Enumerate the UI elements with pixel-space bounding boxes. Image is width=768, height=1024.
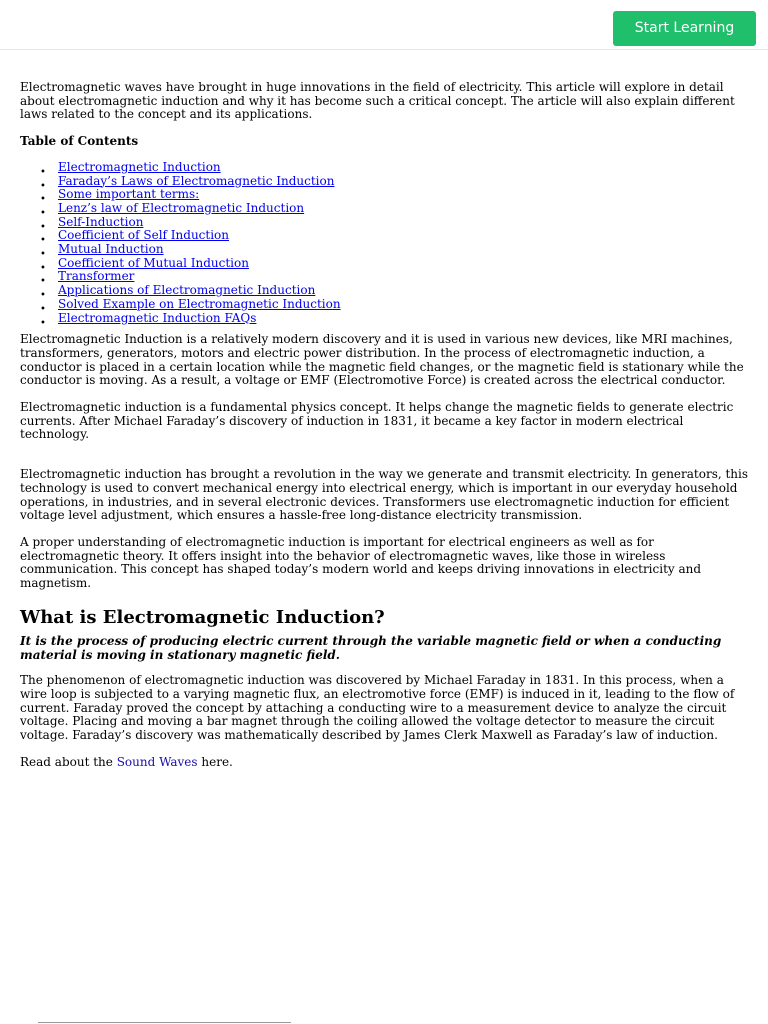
toc-link-important-terms[interactable]: Some important terms: xyxy=(58,187,200,202)
section-heading: What is Electromagnetic Induction? xyxy=(20,606,385,628)
toc-link-applications[interactable]: Applications of Electromagnetic Induction xyxy=(58,283,316,298)
toc-link-mutual-induction[interactable]: Mutual Induction xyxy=(58,242,164,257)
toc-link-lenzs-law[interactable]: Lenz’s law of Electromagnetic Induction xyxy=(58,200,305,215)
start-learning-button[interactable]: Start Learning xyxy=(613,11,756,46)
toc-link-faqs[interactable]: Electromagnetic Induction FAQs xyxy=(58,310,257,325)
toc-link-solved-example[interactable]: Solved Example on Electromagnetic Induction xyxy=(58,296,341,311)
toc-item xyxy=(40,283,750,302)
toc-item xyxy=(40,159,750,178)
bullet-icon: • xyxy=(40,317,46,329)
top-header xyxy=(0,0,768,50)
toc-link-self-induction[interactable]: Self-Induction xyxy=(58,214,144,229)
toc-item xyxy=(40,214,750,233)
body-paragraph-1: Electromagnetic Induction is a relatively modern discovery and it is used in various new devices, like MRI machines, transformers, generators, motors and electric power distribution. In the process of electromagnetic induction, a conductor is placed in a certain location while the magnetic field changes, or the magnetic field is stationary while the conductor is moving. As a result, a voltage or EMF (Electromotive Force) is created across the electrical conductor. xyxy=(20,332,744,388)
toc-item xyxy=(40,296,750,315)
read-prefix: Read about the xyxy=(20,754,117,769)
toc-link-transformer[interactable]: Transformer xyxy=(58,269,135,284)
bullet-icon: • xyxy=(40,303,46,315)
toc-item xyxy=(40,200,750,219)
toc-item xyxy=(40,187,750,206)
toc-item xyxy=(40,255,750,274)
toc-link-coefficient-self-induction[interactable]: Coefficient of Self Induction xyxy=(58,228,230,243)
toc-item xyxy=(40,269,750,288)
bottom-divider xyxy=(38,1022,291,1023)
table-of-contents xyxy=(20,159,750,329)
body-paragraph-2: Electromagnetic induction is a fundamental physics concept. It helps change the magnetic fields to generate electric currents. After Michael Faraday’s discovery of induction in 1831, it became a key factor in modern electrical technology. xyxy=(20,400,734,442)
bullet-icon: • xyxy=(40,194,46,206)
body-paragraph-3: Electromagnetic induction has brought a revolution in the way we generate and transmit electricity. In generators, this technology is used to convert mechanical energy into electrical energy, which is important in our everyday household operations, in industries, and in several electronic devices. Transformers use electromagnetic induction for efficient voltage level adjustment, which ensures a hassle-free long-distance electricity transmission. xyxy=(20,467,749,523)
bullet-icon: • xyxy=(40,166,46,178)
bullet-icon: • xyxy=(40,221,46,233)
toc-title: Table of Contents xyxy=(20,134,139,149)
toc-item xyxy=(40,228,750,247)
bullet-icon: • xyxy=(40,180,46,192)
read-suffix: here. xyxy=(197,754,233,769)
toc-link-coefficient-mutual-induction[interactable]: Coefficient of Mutual Induction xyxy=(58,255,249,270)
article-content xyxy=(20,81,750,782)
toc-link-faradays-laws[interactable]: Faraday’s Laws of Electromagnetic Induction xyxy=(58,173,335,188)
toc-item xyxy=(40,242,750,261)
bullet-icon: • xyxy=(40,276,46,288)
toc-item xyxy=(40,310,750,329)
toc-link-electromagnetic-induction[interactable]: Electromagnetic Induction xyxy=(58,159,221,174)
bullet-icon: • xyxy=(40,207,46,219)
definition-text: It is the process of producing electric current through the variable magnetic field or when a conducting material is moving in stationary magnetic field. xyxy=(20,633,722,662)
bullet-icon: • xyxy=(40,249,46,261)
body-paragraph-4: A proper understanding of electromagnetic induction is important for electrical engineers as well as for electromagnetic theory. It offers insight into the behavior of electromagnetic waves, like those in wireless communication. This concept has shaped today’s modern world and keeps driving innovations in electricity and magnetism. xyxy=(20,534,702,591)
bullet-icon: • xyxy=(40,235,46,247)
section-body: The phenomenon of electromagnetic induction was discovered by Michael Faraday in 1831. In this process, when a wire loop is subjected to a varying magnetic flux, an electromotive force (EMF) is induced in it, leading to the flow of current. Faraday proved the concept by attaching a conducting wire to a measurement device to analyze the circuit voltage. Placing and moving a bar magnet through the coiling allowed the voltage detector to measure the circuit voltage. Faraday’s discovery was mathematically described by James Clerk Maxwell as Faraday’s law of induction. xyxy=(20,673,735,743)
sound-waves-link[interactable]: Sound Waves xyxy=(116,754,198,769)
bullet-icon: • xyxy=(40,262,46,274)
read-about-line xyxy=(20,756,750,770)
bullet-icon: • xyxy=(40,290,46,302)
toc-item xyxy=(40,173,750,192)
intro-paragraph: Electromagnetic waves have brought in huge innovations in the field of electricity. This article will explore in detail about electromagnetic induction and why it has become such a critical concept. The article will also explain different laws related to the concept and its applications. xyxy=(20,80,735,122)
